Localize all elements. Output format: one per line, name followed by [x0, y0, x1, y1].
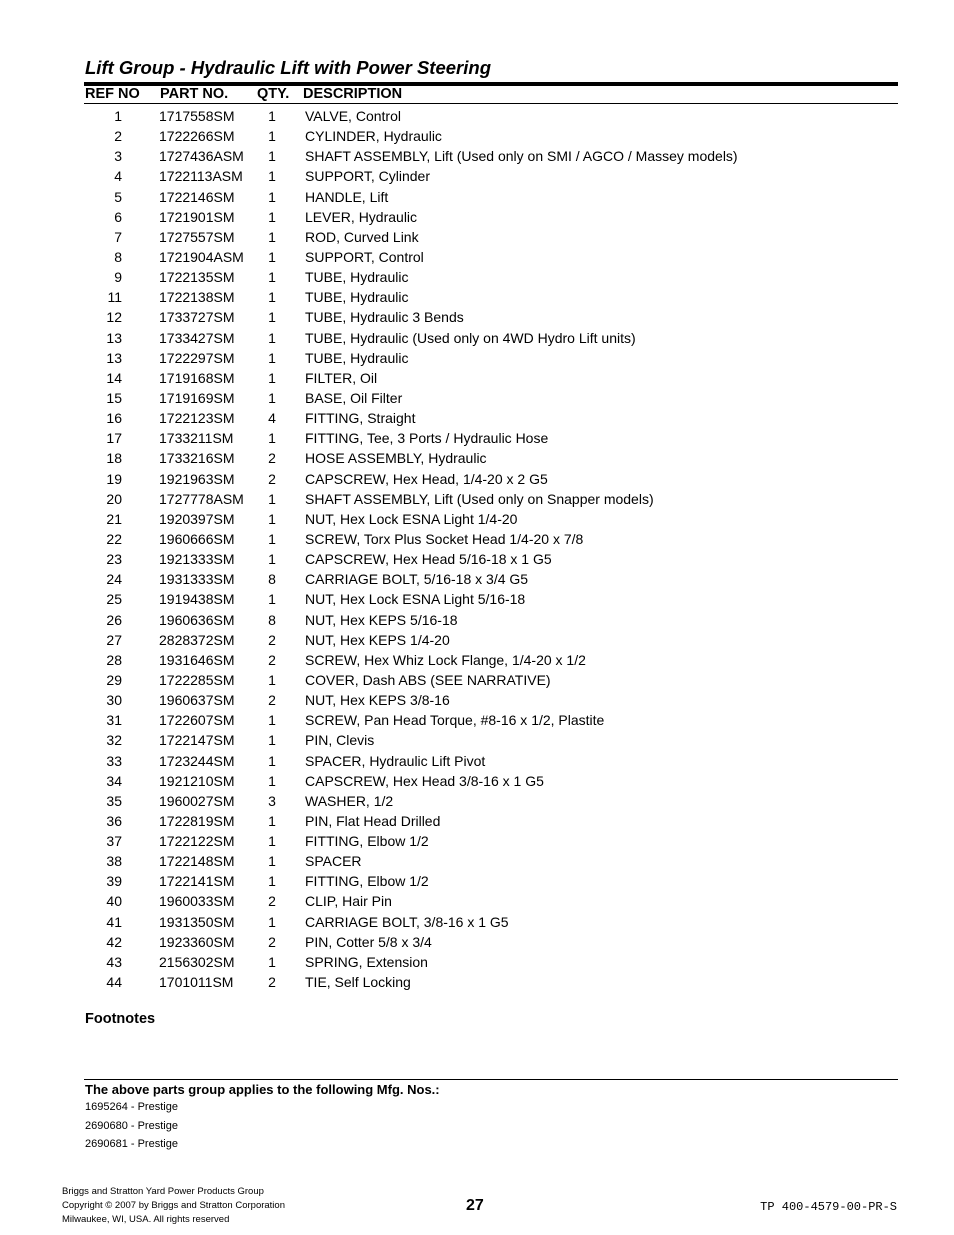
table-row — [0, 469, 954, 489]
part-number-cell: 1923360SM — [159, 933, 235, 950]
column-header-description: DESCRIPTION — [303, 86, 403, 102]
qty-cell: 1 — [268, 591, 276, 608]
part-number-cell: 1722147SM — [159, 732, 235, 749]
part-number-cell: 1719168SM — [159, 369, 235, 386]
description-cell: CAPSCREW, Hex Head, 1/4-20 x 2 G5 — [305, 470, 548, 487]
part-number-cell: 1960636SM — [159, 611, 235, 628]
qty-cell: 1 — [268, 168, 276, 185]
qty-cell: 1 — [268, 671, 276, 688]
qty-cell: 2 — [268, 651, 276, 668]
table-row — [0, 650, 954, 670]
part-number-cell: 1727778ASM — [159, 490, 244, 507]
qty-cell: 1 — [268, 913, 276, 930]
description-cell: COVER, Dash ABS (SEE NARRATIVE) — [305, 671, 551, 688]
description-cell: LEVER, Hydraulic — [305, 208, 418, 225]
column-header-qty: QTY. — [257, 86, 290, 102]
ref-cell: 34 — [106, 772, 122, 789]
page-title: Lift Group - Hydraulic Lift with Power Steering — [85, 57, 491, 78]
part-number-cell: 1931646SM — [159, 651, 235, 668]
ref-cell: 4 — [114, 168, 122, 185]
table-row — [0, 187, 954, 207]
qty-cell: 2 — [268, 974, 276, 991]
part-number-cell: 1960637SM — [159, 692, 235, 709]
table-row — [0, 388, 954, 408]
part-number-cell: 1722122SM — [159, 833, 235, 850]
description-cell: NUT, Hex Lock ESNA Light 1/4-20 — [305, 510, 518, 527]
ref-cell: 21 — [106, 510, 122, 527]
part-number-cell: 1722123SM — [159, 410, 235, 427]
description-cell: SPACER — [305, 853, 362, 870]
ref-cell: 1 — [114, 108, 122, 124]
description-cell: TUBE, Hydraulic 3 Bends — [305, 309, 464, 326]
part-number-cell: 2156302SM — [159, 953, 235, 970]
qty-cell: 2 — [268, 470, 276, 487]
table-row — [0, 489, 954, 509]
table-row — [0, 408, 954, 428]
qty-cell: 1 — [268, 329, 276, 346]
description-cell: HANDLE, Lift — [305, 188, 389, 205]
description-cell: FITTING, Elbow 1/2 — [305, 833, 429, 850]
part-number-cell: 1717558SM — [159, 108, 235, 124]
ref-cell: 30 — [106, 692, 122, 709]
qty-cell: 1 — [268, 309, 276, 326]
table-row — [0, 428, 954, 448]
qty-cell: 1 — [268, 148, 276, 165]
qty-cell: 1 — [268, 128, 276, 145]
applies-heading: The above parts group applies to the following Mfg. Nos.: — [85, 1082, 440, 1097]
table-row — [0, 106, 954, 126]
part-number-cell: 1722285SM — [159, 671, 235, 688]
qty-cell: 1 — [268, 228, 276, 245]
ref-cell: 16 — [106, 410, 122, 427]
ref-cell: 25 — [106, 591, 122, 608]
document-code: TP 400-4579-00-PR-S — [760, 1200, 897, 1214]
table-row — [0, 670, 954, 690]
mfg-number-item: 1695264 - Prestige — [85, 1101, 178, 1113]
table-row — [0, 267, 954, 287]
applies-rule — [84, 1079, 898, 1080]
table-row — [0, 549, 954, 569]
table-row — [0, 448, 954, 468]
part-number-cell: 1722141SM — [159, 873, 235, 890]
parts-table — [0, 106, 954, 992]
part-number-cell: 1722148SM — [159, 853, 235, 870]
table-row — [0, 569, 954, 589]
part-number-cell: 1733216SM — [159, 450, 235, 467]
part-number-cell: 1960033SM — [159, 893, 235, 910]
description-cell: SCREW, Pan Head Torque, #8-16 x 1/2, Plastite — [305, 712, 605, 729]
qty-cell: 1 — [268, 248, 276, 265]
part-number-cell: 1920397SM — [159, 510, 235, 527]
description-cell: PIN, Flat Head Drilled — [305, 812, 441, 829]
qty-cell: 1 — [268, 833, 276, 850]
description-cell: FILTER, Oil — [305, 369, 378, 386]
table-row — [0, 207, 954, 227]
part-number-cell: 1722297SM — [159, 349, 235, 366]
qty-cell: 1 — [268, 208, 276, 225]
description-cell: SCREW, Torx Plus Socket Head 1/4-20 x 7/8 — [305, 530, 584, 547]
table-row — [0, 348, 954, 368]
description-cell: SPACER, Hydraulic Lift Pivot — [305, 752, 486, 769]
ref-cell: 13 — [106, 349, 122, 366]
part-number-cell: 1722138SM — [159, 289, 235, 306]
mfg-number-list — [85, 1100, 178, 1156]
description-cell: NUT, Hex KEPS 3/8-16 — [305, 692, 450, 709]
ref-cell: 28 — [106, 651, 122, 668]
table-row — [0, 972, 954, 992]
description-cell: NUT, Hex KEPS 5/16-18 — [305, 611, 458, 628]
qty-cell: 1 — [268, 289, 276, 306]
description-cell: HOSE ASSEMBLY, Hydraulic — [305, 450, 487, 467]
description-cell: PIN, Clevis — [305, 732, 375, 749]
part-number-cell: 1722607SM — [159, 712, 235, 729]
description-cell: WASHER, 1/2 — [305, 792, 394, 809]
ref-cell: 2 — [114, 128, 122, 145]
table-row — [0, 791, 954, 811]
description-cell: SCREW, Hex Whiz Lock Flange, 1/4-20 x 1/2 — [305, 651, 586, 668]
page-number: 27 — [466, 1197, 484, 1214]
description-cell: FITTING, Elbow 1/2 — [305, 873, 429, 890]
ref-cell: 43 — [106, 953, 122, 970]
part-number-cell: 1733211SM — [159, 430, 234, 447]
part-number-cell: 1733427SM — [159, 329, 235, 346]
ref-cell: 33 — [106, 752, 122, 769]
footnotes-heading: Footnotes — [85, 1011, 156, 1027]
description-cell: PIN, Cotter 5/8 x 3/4 — [305, 933, 432, 950]
table-row — [0, 287, 954, 307]
ref-cell: 23 — [106, 551, 122, 568]
ref-cell: 19 — [106, 470, 122, 487]
footer-publisher — [62, 1185, 285, 1227]
part-number-cell: 1960666SM — [159, 530, 235, 547]
part-number-cell: 1722113ASM — [159, 168, 243, 185]
table-row — [0, 831, 954, 851]
table-row — [0, 529, 954, 549]
description-cell: CARRIAGE BOLT, 5/16-18 x 3/4 G5 — [305, 571, 529, 588]
ref-cell: 37 — [106, 833, 122, 850]
mfg-number-item: 2690680 - Prestige — [85, 1119, 178, 1132]
description-cell: CAPSCREW, Hex Head 3/8-16 x 1 G5 — [305, 772, 544, 789]
part-number-cell: 1722266SM — [159, 128, 235, 145]
ref-cell: 17 — [106, 430, 122, 447]
qty-cell: 1 — [268, 349, 276, 366]
ref-cell: 41 — [106, 913, 122, 930]
qty-cell: 2 — [268, 692, 276, 709]
description-cell: CAPSCREW, Hex Head 5/16-18 x 1 G5 — [305, 551, 552, 568]
table-row — [0, 751, 954, 771]
ref-cell: 35 — [106, 792, 122, 809]
table-row — [0, 589, 954, 609]
description-cell: TUBE, Hydraulic — [305, 289, 409, 306]
part-number-cell: 1719169SM — [159, 389, 235, 406]
table-row — [0, 730, 954, 750]
part-number-cell: 1921210SM — [159, 772, 235, 789]
table-row — [0, 509, 954, 529]
ref-cell: 40 — [106, 893, 122, 910]
table-row — [0, 610, 954, 630]
part-number-cell: 1701011SM — [159, 974, 234, 991]
table-row — [0, 912, 954, 932]
ref-cell: 12 — [106, 309, 122, 326]
part-number-cell: 1721904ASM — [159, 248, 244, 265]
table-row — [0, 851, 954, 871]
qty-cell: 1 — [268, 712, 276, 729]
ref-cell: 5 — [114, 188, 122, 205]
part-number-cell: 1722146SM — [159, 188, 235, 205]
ref-cell: 27 — [106, 631, 122, 648]
qty-cell: 1 — [268, 269, 276, 286]
ref-cell: 14 — [106, 369, 122, 386]
description-cell: SHAFT ASSEMBLY, Lift (Used only on Snapper models) — [305, 490, 654, 507]
qty-cell: 2 — [268, 631, 276, 648]
description-cell: NUT, Hex Lock ESNA Light 5/16-18 — [305, 591, 526, 608]
ref-cell: 15 — [106, 389, 122, 406]
description-cell: TUBE, Hydraulic — [305, 269, 409, 286]
part-number-cell: 1921963SM — [159, 470, 235, 487]
qty-cell: 2 — [268, 933, 276, 950]
qty-cell: 2 — [268, 450, 276, 467]
qty-cell: 1 — [268, 530, 276, 547]
ref-cell: 29 — [106, 671, 122, 688]
qty-cell: 1 — [268, 812, 276, 829]
description-cell: VALVE, Control — [305, 108, 401, 124]
mfg-number-item: 2690681 - Prestige — [85, 1138, 178, 1150]
description-cell: SUPPORT, Control — [305, 248, 424, 265]
part-number-cell: 2828372SM — [159, 631, 235, 648]
column-header-ref: REF NO — [85, 86, 140, 102]
qty-cell: 1 — [268, 369, 276, 386]
qty-cell: 1 — [268, 551, 276, 568]
qty-cell: 8 — [268, 611, 276, 628]
ref-cell: 31 — [106, 712, 122, 729]
qty-cell: 1 — [268, 853, 276, 870]
ref-cell: 3 — [114, 148, 122, 165]
table-row — [0, 690, 954, 710]
ref-cell: 24 — [106, 571, 122, 588]
footer-copyright: Copyright © 2007 by Briggs and Stratton Corporation — [62, 1200, 285, 1211]
table-row — [0, 771, 954, 791]
ref-cell: 42 — [106, 933, 122, 950]
ref-cell: 39 — [106, 873, 122, 890]
qty-cell: 8 — [268, 571, 276, 588]
qty-cell: 1 — [268, 108, 276, 124]
table-row — [0, 307, 954, 327]
qty-cell: 1 — [268, 490, 276, 507]
qty-cell: 1 — [268, 772, 276, 789]
ref-cell: 32 — [106, 732, 122, 749]
ref-cell: 6 — [114, 208, 122, 225]
footer-location: Milwaukee, WI, USA. All rights reserved — [62, 1214, 230, 1225]
qty-cell: 3 — [268, 792, 276, 809]
table-row — [0, 811, 954, 831]
part-number-cell: 1931333SM — [159, 571, 235, 588]
qty-cell: 4 — [268, 410, 276, 427]
table-row — [0, 227, 954, 247]
table-row — [0, 710, 954, 730]
table-row — [0, 932, 954, 952]
table-header — [0, 86, 954, 103]
ref-cell: 7 — [114, 228, 122, 245]
description-cell: SUPPORT, Cylinder — [305, 168, 431, 185]
description-cell: NUT, Hex KEPS 1/4-20 — [305, 631, 450, 648]
part-number-cell: 1727436ASM — [159, 148, 244, 165]
description-cell: SHAFT ASSEMBLY, Lift (Used only on SMI / AGCO / Massey models) — [305, 148, 738, 165]
table-row — [0, 146, 954, 166]
part-number-cell: 1960027SM — [159, 792, 235, 809]
part-number-cell: 1733727SM — [159, 309, 235, 326]
qty-cell: 1 — [268, 752, 276, 769]
column-header-part: PART NO. — [160, 86, 229, 102]
part-number-cell: 1722135SM — [159, 269, 235, 286]
ref-cell: 26 — [106, 611, 122, 628]
header-rule — [84, 103, 898, 104]
qty-cell: 1 — [268, 389, 276, 406]
table-row — [0, 871, 954, 891]
description-cell: CLIP, Hair Pin — [305, 893, 392, 910]
table-row — [0, 952, 954, 972]
part-number-cell: 1722819SM — [159, 812, 235, 829]
description-cell: CYLINDER, Hydraulic — [305, 128, 442, 145]
ref-cell: 22 — [106, 530, 122, 547]
ref-cell: 38 — [106, 853, 122, 870]
ref-cell: 18 — [106, 450, 122, 467]
description-cell: TUBE, Hydraulic — [305, 349, 409, 366]
description-cell: SPRING, Extension — [305, 953, 428, 970]
qty-cell: 1 — [268, 873, 276, 890]
description-cell: FITTING, Tee, 3 Ports / Hydraulic Hose — [305, 430, 549, 447]
part-number-cell: 1723244SM — [159, 752, 235, 769]
qty-cell: 1 — [268, 732, 276, 749]
description-cell: TIE, Self Locking — [305, 974, 411, 991]
table-row — [0, 126, 954, 146]
table-row — [0, 328, 954, 348]
part-number-cell: 1721901SM — [159, 208, 235, 225]
qty-cell: 1 — [268, 953, 276, 970]
qty-cell: 2 — [268, 893, 276, 910]
qty-cell: 1 — [268, 510, 276, 527]
description-cell: TUBE, Hydraulic (Used only on 4WD Hydro Lift units) — [305, 329, 636, 346]
table-row — [0, 891, 954, 911]
qty-cell: 1 — [268, 430, 276, 447]
description-cell: CARRIAGE BOLT, 3/8-16 x 1 G5 — [305, 913, 509, 930]
footer-company: Briggs and Stratton Yard Power Products Group — [62, 1186, 264, 1197]
part-number-cell: 1921333SM — [159, 551, 235, 568]
part-number-cell: 1931350SM — [159, 913, 235, 930]
description-cell: ROD, Curved Link — [305, 228, 419, 245]
description-cell: BASE, Oil Filter — [305, 389, 403, 406]
ref-cell: 11 — [107, 289, 122, 306]
part-number-cell: 1919438SM — [159, 591, 235, 608]
ref-cell: 20 — [106, 490, 122, 507]
description-cell: FITTING, Straight — [305, 410, 416, 427]
ref-cell: 8 — [114, 248, 122, 265]
ref-cell: 9 — [114, 269, 122, 286]
ref-cell: 13 — [106, 329, 122, 346]
table-row — [0, 247, 954, 267]
table-row — [0, 368, 954, 388]
table-row — [0, 630, 954, 650]
qty-cell: 1 — [268, 188, 276, 205]
ref-cell: 44 — [106, 974, 122, 991]
table-row — [0, 166, 954, 186]
ref-cell: 36 — [106, 812, 122, 829]
part-number-cell: 1727557SM — [159, 228, 235, 245]
